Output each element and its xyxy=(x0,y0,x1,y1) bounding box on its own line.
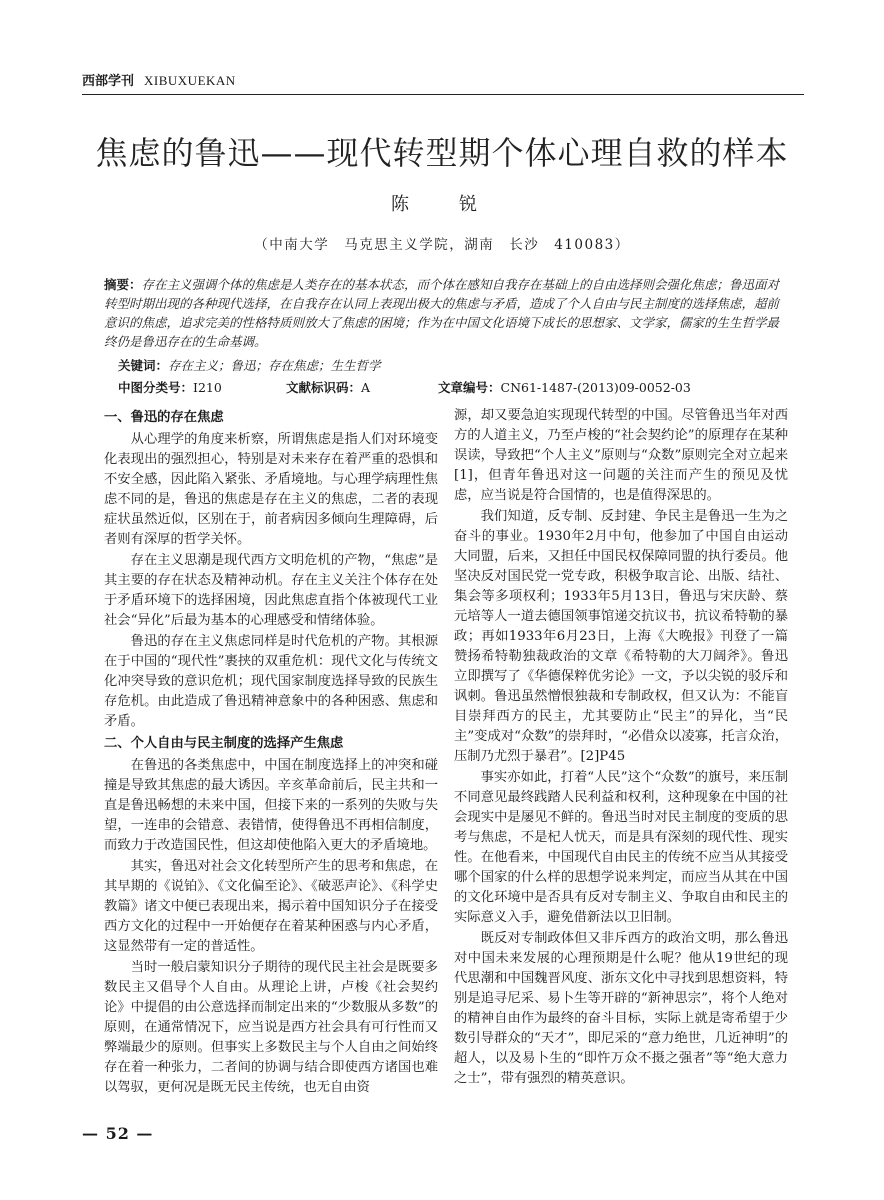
article-number xyxy=(438,378,691,396)
paragraph: 存在主义思潮是现代西方文明危机的产物，“焦虑”是其主要的存在状态及精神动机。存在主义关注个体存在处于矛盾环境下的选择困境，因此焦虑直指个体被现代工业社会“异化”后最为基本的心理感受和情绪体验。 xyxy=(104,553,438,628)
header-rule xyxy=(82,94,804,95)
paragraph: 其实，鲁迅对社会文化转型所产生的思考和焦虑，在其早期的《说铂》、《文化偏至论》、《破恶声论》、《科学史教篇》诸文中便已表现出来，揭示着中国知识分子在接受西方文化的过程中一开始便存在着某种困惑与内心矛盾，这显然带有一定的普适性。 xyxy=(104,859,438,954)
paragraph: 源，却又要急迫实现现代转型的中国。尽管鲁迅当年对西方的人道主义，乃至卢梭的“社会契约论”的原理存在某种误读，导致把“个人主义”原则与“众数”原则完全对立起来[1]，但青年鲁迅对这一问题的关注而产生的预见及忧虑，应当说是符合国情的，也是值得深思的。 xyxy=(454,408,788,503)
article-no-label: 文章编号： xyxy=(438,380,501,395)
paragraph: 鲁迅的存在主义焦虑同样是时代危机的产物。其根源在于中国的“现代性”裹挟的双重危机：现代文化与传统文化冲突导致的意识危机；现代国家制度选择导致的民族生存危机。由此造成了鲁迅精神意象中的各种困惑、焦虑和矛盾。 xyxy=(104,634,438,729)
paragraph: 事实亦如此，打着“人民”这个“众数”的旗号，来压制不同意见最终践踏人民利益和权利，这种现象在中国的社会现实中是屡见不鲜的。鲁迅当时对民主制度的变质的思考与焦虑，不是杞人忧天，而是具有深刻的现代性、现实性。在他看来，中国现代自由民主的传统不应当从其接受哪个国家的什么样的思想学说来判定，而应当从其在中国的文化环境中是否具有反对专制主义、争取自由和民主的实际意义入手，避免借新法以卫旧制。 xyxy=(454,770,788,925)
doc-code-label: 文献标识码： xyxy=(286,380,362,395)
abstract xyxy=(104,275,788,351)
running-head xyxy=(82,70,236,89)
left-column xyxy=(104,406,438,1099)
section-heading-1: 一、鲁迅的存在焦虑 xyxy=(104,410,224,425)
clc-number xyxy=(118,378,222,396)
keywords-text: 存在主义；鲁迅；存在焦虑；生生哲学 xyxy=(168,358,381,373)
abstract-text: 存在主义强调个体的焦虑是人类存在的基本状态，而个体在感知自我存在基础上的自由选择则会强化焦虑；鲁迅面对转型时期出现的各种现代选择，在自我存在认同上表现出极大的焦虑与矛盾，造成了个人自由与民主制度的选择焦虑，超前意识的焦虑，追求完美的性格特质则放大了焦虑的困境；作为在中国文化语境下成长的思想家、文学家，儒家的生生哲学最终仍是鲁迅存在的生命基调。 xyxy=(104,277,780,349)
doc-code-value: A xyxy=(361,380,371,395)
paragraph: 当时一般启蒙知识分子期待的现代民主社会是既要多数民主又倡导个人自由。从理论上讲，卢梭《社会契约论》中提倡的由公意选择而制定出来的“少数服从多数”的原则，在通常情况下，应当说是西方社会具有可行性而又弊端最少的原则。但事实上多数民主与个人自由之间始终存在着一种张力，二者间的协调与结合即使西方诸国也难以驾驭，更何况是既无民主传统，也无自由资 xyxy=(104,960,438,1095)
paragraph: 我们知道，反专制、反封建、争民主是鲁迅一生为之奋斗的事业。1930年2月中旬，他参加了中国自由运动大同盟，后来，又担任中国民权保障同盟的执行委员。他坚决反对国民党一党专政，积极争取言论、出版、结社、集会等多项权利；1933年5月13日，鲁迅与宋庆龄、蔡元培等人一道去德国领事馆递交抗议书，抗议希特勒的暴政；再如1933年6月23日，上海《大晚报》刊登了一篇赞扬希特勒独裁政治的文章《希特勒的大刀阔斧》。鲁迅立即撰写了《华德保粹优劣论》一文，予以尖锐的驳斥和讽刺。鲁迅虽然憎恨独裁和专制政权，但又认为：不能盲目崇拜西方的民主，尤其要防止“民主”的异化，当“民主”变成对“众数”的崇拜时，“必借众以凌寡，托言众治，压制乃尤烈于暴君”。[2]P45 xyxy=(454,509,788,764)
paragraph: 在鲁迅的各类焦虑中，中国在制度选择上的冲突和碰撞是导致其焦虑的最大诱因。辛亥革命前后，民主共和一直是鲁迅畅想的未来中国，但接下来的一系列的失败与失望，一连串的会错意、表错情，使得鲁迅不再相信制度，而致力于改造国民性，但这却使他陷入更大的矛盾境地。 xyxy=(104,758,438,853)
paragraph: 既反对专制政体但又非斥西方的政治文明，那么鲁迅对中国未来发展的心理预期是什么呢？他从19世纪的现代思潮和中国魏晋风度、浙东文化中寻找到思想资料，特别是追寻尼采、易卜生等开辟的“新神思宗”，将个人绝对的精神自由作为最终的奋斗目标，实际上就是寄希望于少数引导群众的“天才”，即尼采的“意力绝世，几近神明”的超人，以及易卜生的“即忤万众不摄之强者”等“绝大意力之士”，带有强烈的精英意识。 xyxy=(454,931,788,1086)
right-column xyxy=(454,406,788,1090)
journal-name-cn: 西部学刊 xyxy=(82,74,135,89)
keywords xyxy=(118,356,381,374)
clc-label: 中图分类号： xyxy=(118,380,194,395)
page-number: — 52 — xyxy=(82,1124,154,1143)
author-affiliation: （中南大学 马克思主义学院，湖南 长沙 410083） xyxy=(254,237,630,253)
abstract-label: 摘要： xyxy=(104,277,142,292)
clc-value: I210 xyxy=(193,380,222,395)
article-no-value: CN61-1487-(2013)09-0052-03 xyxy=(500,380,691,395)
author-name: 陈 锐 xyxy=(391,194,493,215)
keywords-label: 关键词： xyxy=(118,358,169,373)
paragraph: 从心理学的角度来析察，所谓焦虑是指人们对环境变化表现出的强烈担心，特别是对未来存在着严重的恐惧和不安全感，因此陷入紧张、矛盾境地。与心理学病理性焦虑不同的是，鲁迅的焦虑是存在主义的焦虑，二者的表现症状虽然近似，区别在于，前者病因多倾向生理障碍，后者则有深厚的哲学关怀。 xyxy=(104,432,438,547)
document-code xyxy=(286,378,370,396)
journal-name-en: XIBUXUEKAN xyxy=(144,73,236,88)
article-title: 焦虑的鲁迅——现代转型期个体心理自救的样本 xyxy=(95,134,789,172)
section-heading-2: 二、个人自由与民主制度的选择产生焦虑 xyxy=(104,736,344,751)
